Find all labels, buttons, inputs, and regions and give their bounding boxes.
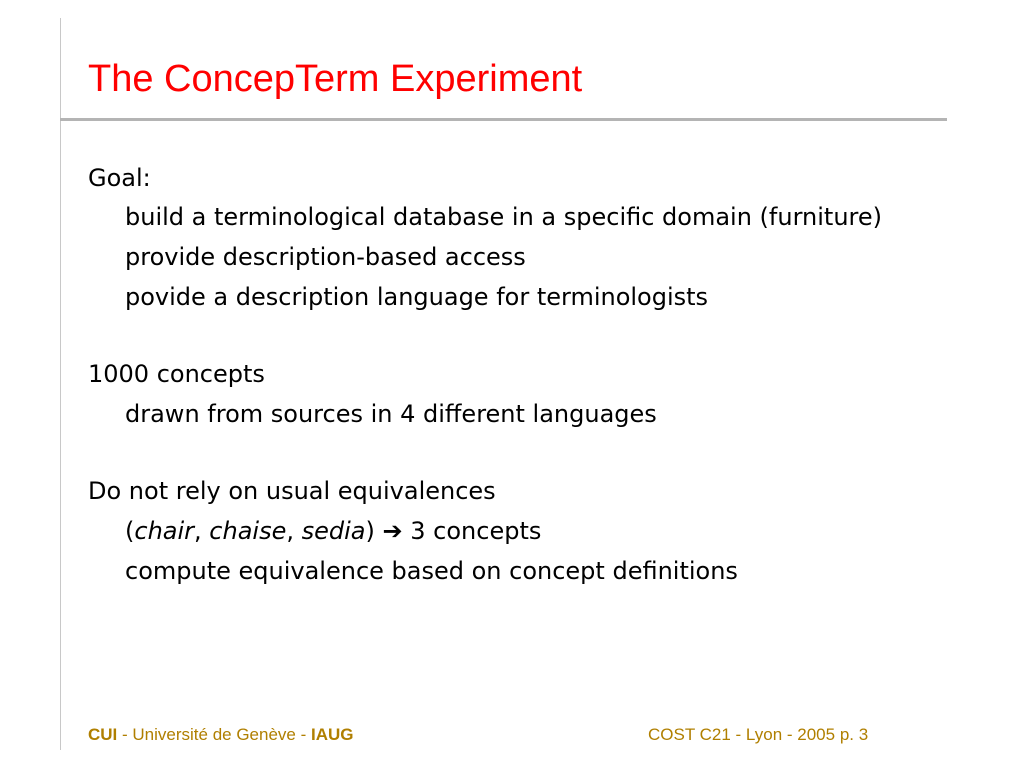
term-chaise: chaise — [209, 517, 287, 545]
footer-org-cui: CUI — [88, 725, 118, 744]
section-equivalences — [88, 473, 888, 589]
section-heading: Do not rely on usual equivalences — [88, 477, 496, 505]
bullet-item: povide a description language for terminologists — [125, 283, 709, 311]
footer-org-iaug: IAUG — [310, 725, 354, 744]
term-sedia: sedia — [301, 517, 366, 545]
slide-body — [88, 160, 888, 630]
term-chair: chair — [134, 517, 195, 545]
left-rule — [60, 18, 61, 750]
section-goal — [88, 160, 888, 315]
section-heading: Goal: — [88, 164, 151, 192]
equivalence-result: 3 concepts — [410, 517, 542, 545]
section-concepts — [88, 356, 888, 432]
bullet-item: build a terminological database in a specific domain (furniture) — [125, 203, 882, 231]
slide-title: The ConcepTerm Experiment — [88, 58, 583, 100]
open-paren: ( — [125, 517, 135, 545]
section-heading: 1000 concepts — [88, 360, 265, 388]
bullet-item: provide description-based access — [125, 243, 526, 271]
footer-left — [88, 724, 353, 746]
bullet-item: compute equivalence based on concept definitions — [125, 557, 738, 585]
comma: , — [194, 517, 210, 545]
footer-right: COST C21 - Lyon - 2005 p. 3 — [648, 725, 869, 744]
bullet-item: drawn from sources in 4 different languages — [125, 400, 657, 428]
comma: , — [286, 517, 302, 545]
footer-university: - Université de Genève - — [117, 725, 311, 744]
close-paren: ) — [365, 517, 375, 545]
title-underline — [60, 118, 947, 121]
equivalence-example — [125, 513, 885, 549]
arrow-right-icon: ➔ — [382, 517, 403, 545]
